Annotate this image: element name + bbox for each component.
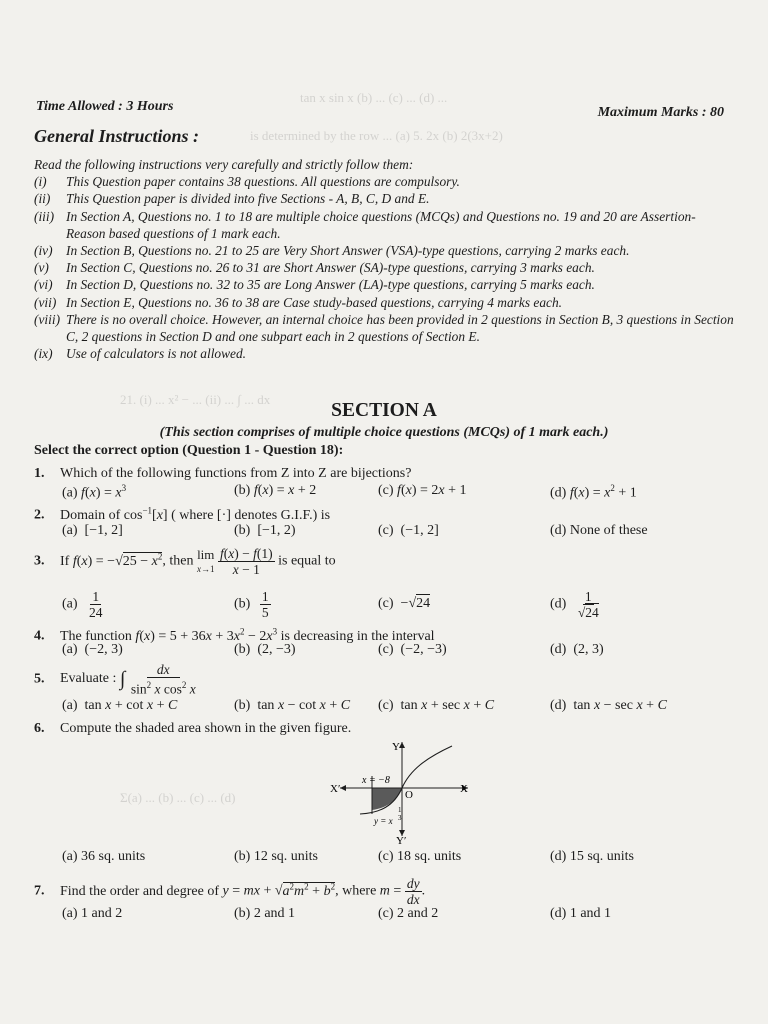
origin-label: O [405,789,413,801]
q3-option-a: (a) $\frac{1}{24}$ [62,589,103,620]
q7-option-d: (d) 1 and 1 [550,906,612,921]
time-allowed: Time Allowed : 3 Hours [36,99,174,114]
q4-option-a: (a) (−2, 3) [62,642,123,657]
curve-label: y = x [374,816,393,826]
question-7: 7. Find the order and degree of y = mx + $√a^2m^2 + b^2$, where m = $\frac{dy}{dx}$ . [34,876,426,907]
instruction-item: (ii) This Question paper is divided into five Sections - A, B, C, D and E. [34,191,430,207]
curve-exponent-denominator: 3 [398,814,402,822]
q5-option-c: (c) tan x + sec x + C [378,698,495,713]
y-prime-label: Y′ [396,835,407,846]
q2-option-a: (a) [−1, 2] [62,523,123,538]
q5-option-d: (d) tan x − sec x + C [550,698,667,713]
line-label: x = −8 [362,775,390,786]
general-instructions-heading: General Instructions : [34,126,200,146]
section-title: SECTION A [331,400,437,421]
q4-option-c: (c) (−2, −3) [378,642,447,657]
q3-option-d: (d) $\frac{1}{√24}$ [550,589,599,620]
curve-exponent-numerator: 1 [398,806,402,814]
question-1: 1. Which of the following functions from Z into Z are bijections? [34,466,412,481]
q6-option-b: (b) 12 sq. units [234,849,319,864]
q6-option-c: (c) 18 sq. units [378,849,462,864]
instruction-item: (v) In Section C, Questions no. 26 to 31 are Short Answer (SA)-type questions, carrying 3 marks each. [34,260,595,276]
instructions-list [34,156,734,362]
y-axis-label: Y [392,741,400,753]
q7-option-c: (c) 2 and 2 [378,906,439,921]
question-5: 5. Evaluate : ∫ $\frac{dx}{\sin^2 x \cos^2 x}$ [34,662,196,697]
q2-option-c: (c) (−1, 2] [378,523,439,538]
select-instruction: Select the correct option (Question 1 - Question 18): [34,443,344,458]
instruction-item: (iii) In Section A, Questions no. 1 to 18 are multiple choice questions (MCQs) and Questions no. 19 and 20 are Assertion-Reason based questions of 1 mark each. [34,208,696,241]
q4-option-d: (d) (2, 3) [550,642,604,657]
q3-option-c: (c) −√24 [378,596,431,611]
q1-option-d: (d) $f(x) = x^2 + 1$ [550,483,637,501]
q5-option-a: (a) tan x + cot x + C [62,698,178,713]
q6-option-d: (d) 15 sq. units [550,849,635,864]
instruction-item: (viii) There is no overall choice. However, an internal choice has been provided in 2 questions in Section B, 3 questions in Section C, 2 questions in Section D and one subpart each in 2 questions of Section E. [34,311,734,345]
q2-option-d: (d) None of these [550,523,648,538]
instructions-intro: Read the following instructions very carefully and strictly follow them: [34,157,414,172]
q1-option-b: (b) f(x) = x + 2 [234,483,317,498]
q6-option-a: (a) 36 sq. units [62,849,146,864]
x-axis-left-arrow-icon [340,785,346,791]
q1-option-a: (a) $f(x) = x^3$ [62,483,127,501]
maximum-marks: Maximum Marks : 80 [597,105,724,120]
instruction-item: (vii) In Section E, Questions no. 36 to 38 are Case study-based questions, carrying 4 marks each. [34,294,563,310]
x-axis-label: X [460,783,468,795]
shaded-area-figure [330,736,480,846]
question-6: 6. Compute the shaded area shown in the given figure. [34,721,352,736]
q2-option-b: (b) [−1, 2) [234,523,296,538]
q7-option-b: (b) 2 and 1 [234,906,296,921]
section-subtitle: (This section comprises of multiple choice questions (MCQs) of 1 mark each.) [159,425,609,440]
instruction-item: (iv) In Section B, Questions no. 21 to 25 are Very Short Answer (VSA)-type questions, carrying 2 marks each. [34,243,630,259]
q4-option-b: (b) (2, −3) [234,642,296,657]
instruction-item: (i) This Question paper contains 38 questions. All questions are compulsory. [34,174,460,190]
instruction-item: (ix) Use of calculators is not allowed. [34,346,247,362]
q7-option-a: (a) 1 and 2 [62,906,123,921]
q5-option-b: (b) tan x − cot x + C [234,698,351,713]
question-2: 2. Domain of $\cos^{-1}[x]$ ( where [·] denotes G.I.F.) is [34,505,331,523]
x-prime-label: X′ [330,783,341,795]
q3-option-b: (b) $\frac{1}{5}$ [234,589,269,620]
q1-option-c: (c) f(x) = 2x + 1 [378,483,467,498]
instruction-item: (vi) In Section D, Questions no. 32 to 35 are Long Answer (LA)-type questions, carrying 5 marks each. [34,277,595,293]
exam-page: tan x sin x (b) ... (c) ... (d) ... is determined by the row ... (a) 5. 2x (b) 2(3x+2) 21. (i) ... x² − ... (ii) ... ∫ ... dx Σ(a) ... (b) ... (c) ... (d) Time Allowed : 3 Hours Maximum Marks : 80 General Instructions : Read the following instructions very carefully and strictly follow them: (i) This Question paper contains 38 questions. All questions are compulsory. (ii) This Question paper is divided into five Sections - A, B, C, D and E. (iii) In Section A, Questions no. 1 to 18 are multiple choice questions (MCQs) and Questions no. 19 and 20 are Assertion-Reason based questions of 1 mark each. (iv) In Section B, Questions no. 21 to 25 are Very Short Answer (VSA)-type questions, carrying 2 marks each. (v) In Section C, Questions no. 26 to 31 are Short Answer (SA)-type questions, carrying 3 marks each. (vi) In Section D, Questions no. 32 to 35 are Long Answer (LA)-type questions, carrying 5 marks each. (vii) In Section E, Questions no. 36 to 38 are Case study-based questions, carrying 4 marks each. (viii) There is no overall choice. However, an internal choice has been provided in 2 questions in Section B, 3 questions in Section C, 2 questions in Section D and one subpart each in 2 questions of Section E. (ix) Use of calculators is not allowed. SECTION A (This section comprises of multiple choice questions (MCQs) of 1 mark each.) Select the correct option (Question 1 - Question 18): 1. Which of the following functions from Z into Z are bijections? (a) $f(x) = x^3$ (b) f(x) = x + 2 (c) f(x) = 2x + 1 (d) $f(x) = x^2 + 1$ 2. Domain of $\cos^{-1}[x]$ ( where [·] denotes G.I.F.) is (a) [−1, 2] (b) [−1, 2) (c) (−1, 2] (d) None of these 3. If $f(x) = -√25 - x^2$, then lim x→1 $\frac{f(x) - f(1)}{x - 1}$ is equal to (a) $\frac{1}{24}$ (b) $\frac{1}{5}$ (c) −√24 (d) $\frac{1}{√24}$ 4. The function $f(x) = 5 + 36x + 3x^2 - 2x^3$ is decreasing in the interval (a) (−2, 3) (b) (2, −3) (c) (−2, −3) (d) (2, 3) 5. Evaluate : ∫ $\frac{dx}{\sin^2 x \cos^2 x}$ (a) tan x + cot x + C (b) tan x − cot x + C (c) tan x + sec x + C (d) tan x − sec x + C 6. Compute the shaded area shown in the given figure. Y Y′ X′ X O x = −8 y = x 1 3 (a) 36 sq. units (b) 12 sq. units (c) 18 sq. units (d) 15 sq. units 7. Find the order and degree of y = mx + $√a^2m^2 + b^2$, where m = $\frac{dy}{dx}$ . (a) 1 and 2 (b) 2 and 1 (c) 2 and 2 (d) 1 and 1 [0,0,768,1024]
question-3: 3. If $f(x) = -√25 - x^2$, then lim x→1 $\frac{f(x) - f(1)}{x - 1}$ is equal to [34,546,336,577]
question-4: 4. The function $f(x) = 5 + 36x + 3x^2 - 2x^3$ is decreasing in the interval [34,626,435,644]
